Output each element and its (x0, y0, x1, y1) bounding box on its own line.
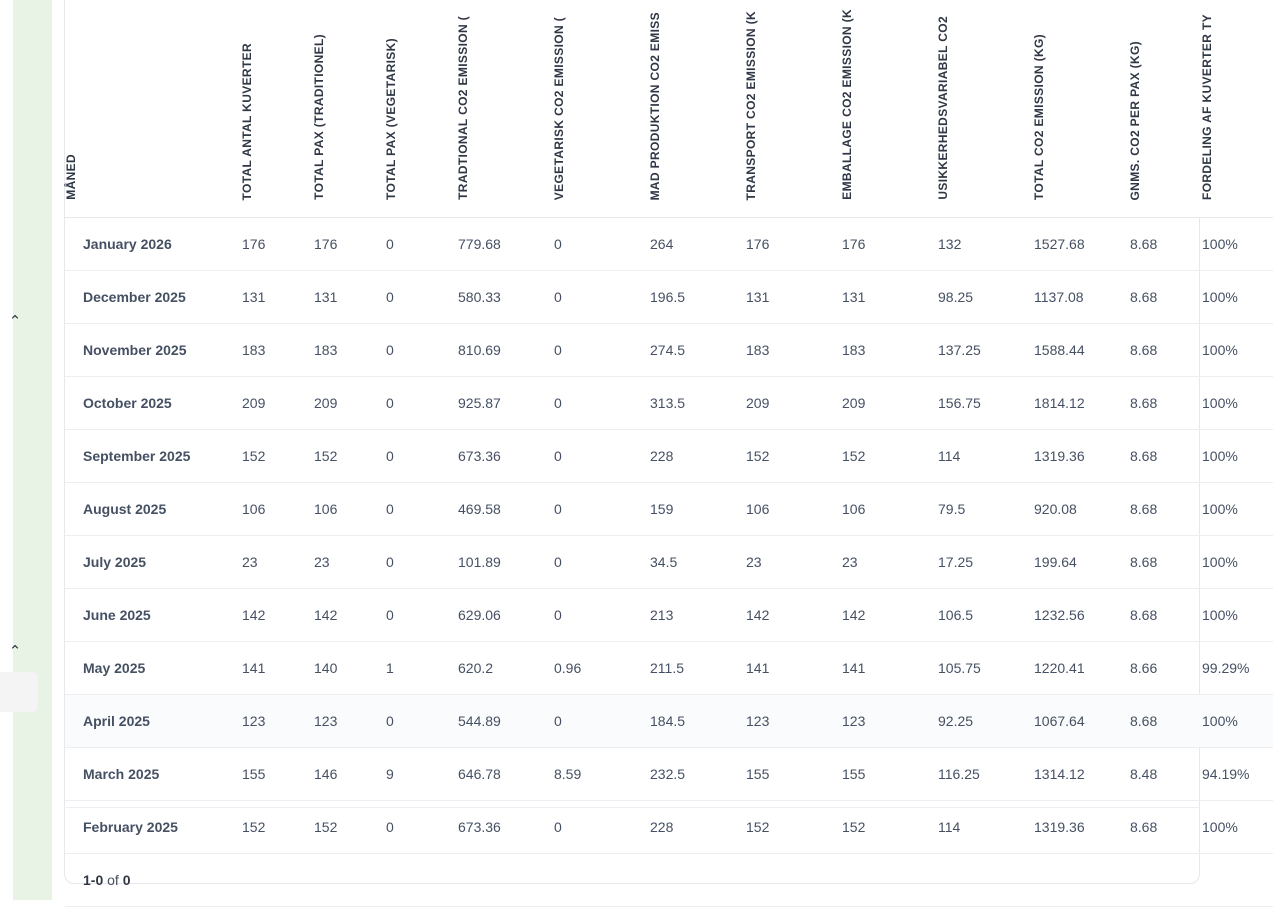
table-header (65, 0, 1273, 218)
table-cell: 100% (1201, 218, 1273, 271)
table-cell: 8.68 (1129, 377, 1201, 430)
table-row[interactable] (65, 642, 1273, 695)
table-cell: 183 (241, 324, 313, 377)
table-row[interactable] (65, 271, 1273, 324)
table-cell-month: July 2025 (65, 536, 241, 589)
table-body (65, 218, 1273, 907)
table-cell: 79.5 (937, 483, 1033, 536)
table-cell: 8.48 (1129, 748, 1201, 801)
table-row[interactable] (65, 589, 1273, 642)
table-cell: 8.59 (553, 748, 649, 801)
table-cell: 152 (745, 801, 841, 854)
table-cell: 1588.44 (1033, 324, 1129, 377)
column-header-mad-produktion-co2-emission[interactable]: MAD PRODUKTION CO2 EMISS (649, 0, 745, 218)
table-cell: 142 (313, 589, 385, 642)
table-cell: 196.5 (649, 271, 745, 324)
table-cell: 213 (649, 589, 745, 642)
table-cell: 114 (937, 801, 1033, 854)
table-cell: 106 (841, 483, 937, 536)
table-cell: 0 (385, 324, 457, 377)
pagination-cell (65, 854, 1273, 907)
table-row[interactable] (65, 324, 1273, 377)
table-cell: 1232.56 (1033, 589, 1129, 642)
table-cell: 146 (313, 748, 385, 801)
table-cell: 123 (745, 695, 841, 748)
table-cell: 629.06 (457, 589, 553, 642)
table-cell: 8.68 (1129, 801, 1201, 854)
table-cell: 101.89 (457, 536, 553, 589)
table-cell: 1137.08 (1033, 271, 1129, 324)
table-cell: 142 (745, 589, 841, 642)
table-cell-month: January 2026 (65, 218, 241, 271)
table-cell: 92.25 (937, 695, 1033, 748)
co2-emission-table (65, 0, 1273, 907)
table-cell: 106 (313, 483, 385, 536)
table-cell: 183 (745, 324, 841, 377)
table-cell: 1067.64 (1033, 695, 1129, 748)
table-cell-month: June 2025 (65, 589, 241, 642)
table-cell: 137.25 (937, 324, 1033, 377)
table-cell: 184.5 (649, 695, 745, 748)
table-cell: 152 (241, 430, 313, 483)
table-cell: 106 (745, 483, 841, 536)
table-cell: 141 (241, 642, 313, 695)
table-cell-month: September 2025 (65, 430, 241, 483)
table-cell: 106 (241, 483, 313, 536)
table-cell: 264 (649, 218, 745, 271)
table-cell: 23 (745, 536, 841, 589)
table-cell: 0 (553, 536, 649, 589)
table-cell: 0 (385, 589, 457, 642)
table-cell-month: April 2025 (65, 695, 241, 748)
table-cell: 8.68 (1129, 536, 1201, 589)
table-cell: 152 (241, 801, 313, 854)
table-row[interactable] (65, 801, 1273, 854)
table-cell: 106.5 (937, 589, 1033, 642)
column-header-transport-co2-emission[interactable]: TRANSPORT CO2 EMISSION (K (745, 0, 841, 218)
table-row[interactable] (65, 695, 1273, 748)
table-cell: 0 (553, 483, 649, 536)
table-cell: 142 (841, 589, 937, 642)
table-cell: 0 (553, 324, 649, 377)
table-cell: 469.58 (457, 483, 553, 536)
table-cell-month: March 2025 (65, 748, 241, 801)
table-cell: 105.75 (937, 642, 1033, 695)
table-cell: 141 (841, 642, 937, 695)
table-cell: 17.25 (937, 536, 1033, 589)
table-cell: 152 (313, 801, 385, 854)
table-cell: 925.87 (457, 377, 553, 430)
table-row[interactable] (65, 536, 1273, 589)
table-cell: 155 (841, 748, 937, 801)
table-row[interactable] (65, 377, 1273, 430)
table-cell: 580.33 (457, 271, 553, 324)
table-cell-month: August 2025 (65, 483, 241, 536)
column-header-vegetarisk-co2-emission[interactable]: VEGETARISK CO2 EMISSION ( (553, 0, 649, 218)
table-cell: 132 (937, 218, 1033, 271)
table-cell: 100% (1201, 377, 1273, 430)
table-cell: 673.36 (457, 801, 553, 854)
table-cell: 114 (937, 430, 1033, 483)
table-cell: 0 (385, 271, 457, 324)
table-cell: 0 (553, 589, 649, 642)
table-cell: 100% (1201, 589, 1273, 642)
column-header-fordeling-af-kuverter[interactable]: FORDELING AF KUVERTER TY (1201, 0, 1273, 218)
column-header-total-antal-kuverter[interactable]: TOTAL ANTAL KUVERTER (241, 0, 313, 218)
table-cell: 9 (385, 748, 457, 801)
table-cell: 228 (649, 430, 745, 483)
table-cell: 23 (841, 536, 937, 589)
data-table-card (64, 0, 1250, 888)
table-cell: 8.68 (1129, 589, 1201, 642)
table-cell: 0 (553, 218, 649, 271)
table-cell: 131 (745, 271, 841, 324)
table-cell-month: October 2025 (65, 377, 241, 430)
pagination-total: 0 (122, 872, 131, 888)
table-cell: 0 (385, 377, 457, 430)
table-cell-month: December 2025 (65, 271, 241, 324)
table-cell: 155 (241, 748, 313, 801)
table-cell: 0 (385, 536, 457, 589)
table-cell: 209 (241, 377, 313, 430)
column-header-total-co2-emission[interactable]: TOTAL CO2 EMISSION (KG) (1033, 0, 1129, 218)
table-cell: 98.25 (937, 271, 1033, 324)
table-cell: 8.68 (1129, 218, 1201, 271)
table-cell: 313.5 (649, 377, 745, 430)
table-cell: 183 (313, 324, 385, 377)
table-cell: 8.66 (1129, 642, 1201, 695)
table-cell: 209 (841, 377, 937, 430)
table-cell: 8.68 (1129, 695, 1201, 748)
pagination-divider (66, 807, 1200, 808)
left-page-margin (0, 0, 13, 900)
table-cell: 0 (385, 218, 457, 271)
table-cell: 100% (1201, 483, 1273, 536)
table-cell-month: May 2025 (65, 642, 241, 695)
table-cell: 211.5 (649, 642, 745, 695)
table-cell: 152 (841, 801, 937, 854)
table-cell: 100% (1201, 536, 1273, 589)
table-cell: 23 (241, 536, 313, 589)
table-cell: 0 (385, 430, 457, 483)
table-cell: 100% (1201, 430, 1273, 483)
chevron-up-icon-bottom[interactable]: ⌃ (8, 643, 22, 660)
table-cell: 156.75 (937, 377, 1033, 430)
table-cell: 94.19% (1201, 748, 1273, 801)
table-cell: 199.64 (1033, 536, 1129, 589)
column-header-traditional-co2-emission[interactable]: TRADTIONAL CO2 EMISSION ( (457, 0, 553, 218)
table-cell: 140 (313, 642, 385, 695)
table-cell: 176 (313, 218, 385, 271)
table-row[interactable] (65, 218, 1273, 271)
table-cell: 779.68 (457, 218, 553, 271)
table-cell: 920.08 (1033, 483, 1129, 536)
table-cell: 0 (553, 430, 649, 483)
table-cell: 123 (841, 695, 937, 748)
table-cell: 0 (553, 271, 649, 324)
table-cell: 8.68 (1129, 324, 1201, 377)
column-header-total-pax-traditionel[interactable]: TOTAL PAX (TRADITIONEL) (313, 0, 385, 218)
table-cell: 100% (1201, 271, 1273, 324)
table-cell: 159 (649, 483, 745, 536)
pagination-range: 1-0 (83, 872, 104, 888)
table-cell: 131 (841, 271, 937, 324)
table-scroll-area[interactable] (64, 0, 1250, 888)
table-cell: 0 (385, 801, 457, 854)
table-cell: 810.69 (457, 324, 553, 377)
table-cell-month: November 2025 (65, 324, 241, 377)
table-cell: 142 (241, 589, 313, 642)
table-cell: 1319.36 (1033, 430, 1129, 483)
table-cell: 152 (841, 430, 937, 483)
table-cell: 176 (241, 218, 313, 271)
table-cell: 209 (313, 377, 385, 430)
table-cell: 8.68 (1129, 483, 1201, 536)
table-cell: 131 (313, 271, 385, 324)
table-cell: 673.36 (457, 430, 553, 483)
table-cell: 23 (313, 536, 385, 589)
table-cell: 1814.12 (1033, 377, 1129, 430)
table-cell: 100% (1201, 801, 1273, 854)
table-cell: 0 (553, 801, 649, 854)
table-cell: 131 (241, 271, 313, 324)
table-cell: 34.5 (649, 536, 745, 589)
table-cell: 176 (841, 218, 937, 271)
table-cell: 1220.41 (1033, 642, 1129, 695)
side-tab-handle[interactable] (0, 672, 38, 712)
table-cell: 183 (841, 324, 937, 377)
table-cell: 1314.12 (1033, 748, 1129, 801)
table-cell: 100% (1201, 324, 1273, 377)
column-header-emballage-co2-emission[interactable]: EMBALLAGE CO2 EMISSION (K (841, 0, 937, 218)
chevron-up-icon-top[interactable]: ⌃ (8, 313, 22, 330)
table-cell: 209 (745, 377, 841, 430)
table-cell: 141 (745, 642, 841, 695)
table-cell: 152 (313, 430, 385, 483)
pagination-row (65, 854, 1273, 907)
table-cell: 0 (385, 695, 457, 748)
table-cell: 1319.36 (1033, 801, 1129, 854)
table-cell: 0 (385, 483, 457, 536)
table-cell: 99.29% (1201, 642, 1273, 695)
table-cell: 123 (313, 695, 385, 748)
table-cell: 0 (553, 377, 649, 430)
table-cell: 0 (553, 695, 649, 748)
table-cell: 8.68 (1129, 271, 1201, 324)
table-cell: 1 (385, 642, 457, 695)
table-cell: 1527.68 (1033, 218, 1129, 271)
table-cell: 8.68 (1129, 430, 1201, 483)
table-cell: 544.89 (457, 695, 553, 748)
table-cell: 155 (745, 748, 841, 801)
table-cell: 100% (1201, 695, 1273, 748)
table-cell: 0.96 (553, 642, 649, 695)
table-row[interactable] (65, 430, 1273, 483)
table-cell: 176 (745, 218, 841, 271)
table-cell: 152 (745, 430, 841, 483)
table-cell: 228 (649, 801, 745, 854)
table-cell: 646.78 (457, 748, 553, 801)
column-header-gnms-co2-per-pax[interactable]: GNMS. CO2 PER PAX (KG) (1129, 0, 1201, 218)
column-header-maaned[interactable]: MÅNED (65, 0, 241, 218)
table-header-row (65, 0, 1273, 218)
table-cell: 274.5 (649, 324, 745, 377)
column-header-usikkerhedsvariabel-co2[interactable]: USIKKERHEDSVARIABEL CO2 (937, 0, 1033, 218)
table-row[interactable] (65, 748, 1273, 801)
table-cell-month: February 2025 (65, 801, 241, 854)
column-header-total-pax-vegetarisk[interactable]: TOTAL PAX (VEGETARISK) (385, 0, 457, 218)
table-cell: 232.5 (649, 748, 745, 801)
pagination-of-label: of (107, 872, 119, 888)
table-cell: 620.2 (457, 642, 553, 695)
table-row[interactable] (65, 483, 1273, 536)
table-cell: 123 (241, 695, 313, 748)
table-cell: 116.25 (937, 748, 1033, 801)
